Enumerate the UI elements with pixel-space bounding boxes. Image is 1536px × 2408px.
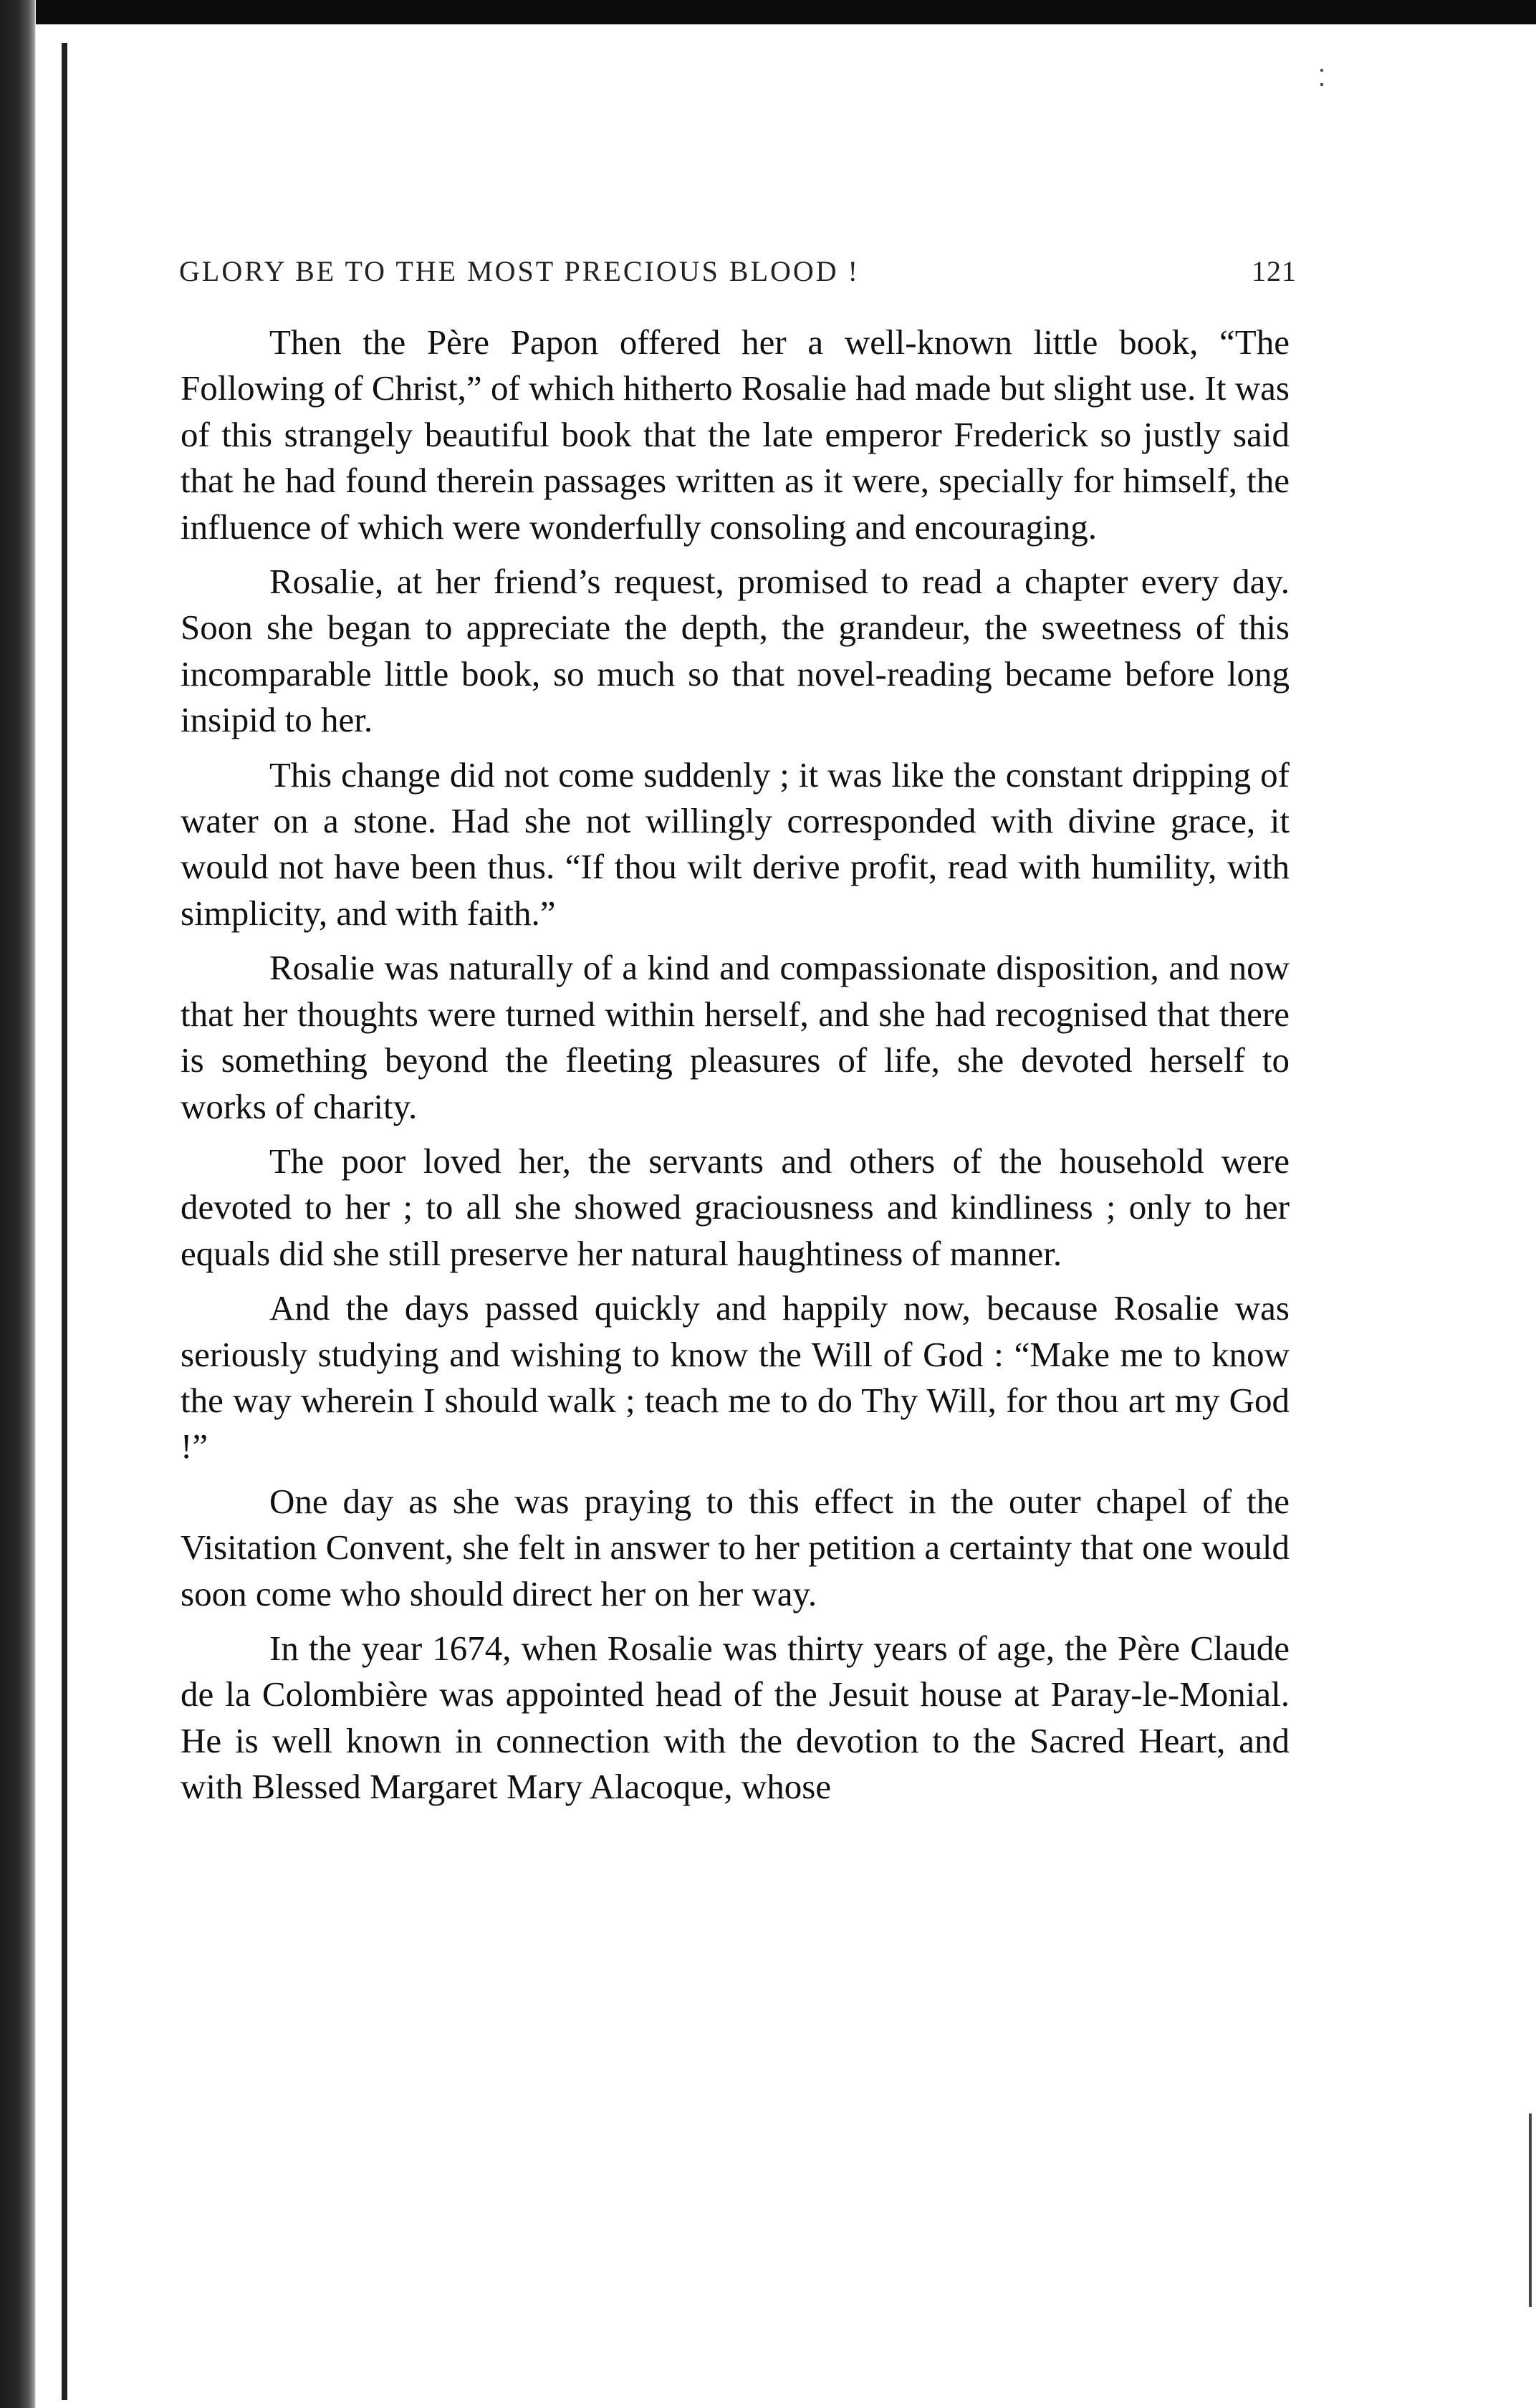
paragraph: And the days passed quickly and happily now, because Rosalie was seriously studying and wishing to know the Will of God : “Make me to know the way wherein I should walk ; teach me to do Thy Will, for thou art my God !” <box>181 1288 1290 1467</box>
scan-top-border <box>0 0 1536 24</box>
page-right-edge <box>1529 2114 1532 2307</box>
running-header <box>179 249 1297 292</box>
paragraph: The poor loved her, the servants and others of the household were devoted to her ; to all she showed graciousness and kindliness ; only to her equals did she still preserve her natural haughtiness of manner. <box>181 1141 1290 1273</box>
paragraph: Rosalie was naturally of a kind and compassionate disposition, and now that her thoughts were turned within herself, and she had recognised that there is something beyond the fleeting pleasures of life, she devoted herself to works of charity. <box>181 948 1290 1126</box>
scan-left-border <box>0 0 36 2408</box>
paragraph: One day as she was praying to this effect in the outer chapel of the Visitation Convent, she felt in answer to her petition a certainty that one would soon come who should direct her on her way. <box>181 1481 1290 1613</box>
paragraph: In the year 1674, when Rosalie was thirty years of age, the Père Claude de la Colombière was appointed head of the Jesuit house at Paray-le-Monial. He is well known in connection with the devotion to the Sacred Heart, and with Blessed Margaret Mary Alacoque, whose <box>181 1628 1290 1807</box>
page-left-edge <box>62 43 67 2400</box>
paragraph: This change did not come suddenly ; it was like the constant dripping of water on a stone. Had she not willingly corresponded with divine grace, it would not have been thus. “If thou wilt derive profit, read with humility, with simplicity, and with faith.” <box>181 754 1290 933</box>
paragraph: Then the Père Papon offered her a well-known little book, “The Following of Christ,” of which hitherto Rosalie had made but slight use. It was of this strangely beautiful book that the late emperor Frederick so justly said that he had found therein passages written as it were, specially for himself, the influence of which were wonderfully consoling and encouraging. <box>181 322 1290 547</box>
page-body <box>181 320 1290 1819</box>
page-number: 121 <box>1252 254 1297 287</box>
paragraph: Rosalie, at her friend’s request, promised to read a chapter every day. Soon she began to appreciate the depth, the grandeur, the sweetness of this incomparable little book, so much so that novel-reading became before long insipid to her. <box>181 562 1290 740</box>
running-title: GLORY BE TO THE MOST PRECIOUS BLOOD ! <box>179 254 860 287</box>
scan-speck <box>1320 69 1323 90</box>
